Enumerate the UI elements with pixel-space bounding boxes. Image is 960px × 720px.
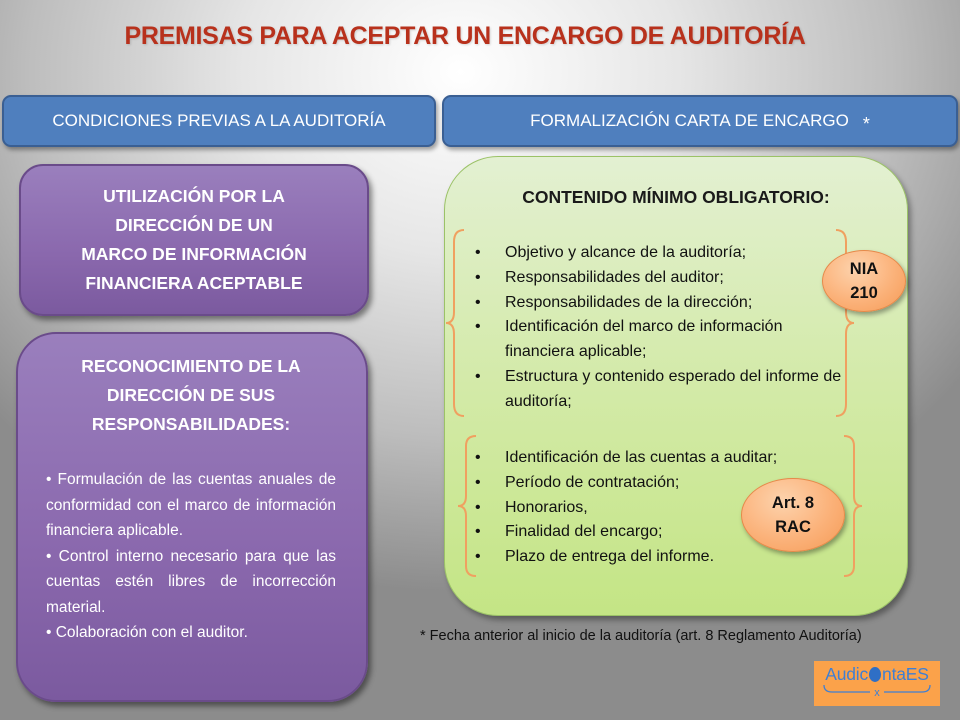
bullet-icon: • xyxy=(475,449,481,466)
list-item-text: Plazo de entrega del informe. xyxy=(505,548,715,566)
box2-heading-line: RESPONSABILIDADES: xyxy=(91,414,291,434)
bullet-icon: • xyxy=(475,318,481,336)
bullet-icon: • xyxy=(475,244,481,261)
list-item-text: Responsabilidades de la dirección; xyxy=(505,293,753,311)
list-item-text: Período de contratación; xyxy=(505,473,680,491)
asterisk-marker: * xyxy=(862,113,870,134)
box-reconocimiento-responsabilidades xyxy=(16,332,368,702)
box1-line: UTILIZACIÓN POR LA xyxy=(103,186,285,206)
logo-sub: x xyxy=(874,687,880,697)
bullet-icon: • xyxy=(475,523,481,541)
left-brace-icon xyxy=(444,228,468,418)
badge-line: Art. 8 xyxy=(771,494,815,512)
logo-text-end: ntaES xyxy=(882,664,929,684)
bullet-icon: • xyxy=(475,367,481,385)
box1-line: DIRECCIÓN DE UN xyxy=(115,215,273,235)
list-item-text: Identificación del marco de información financiera aplicable; xyxy=(505,318,783,361)
badge-line: 210 xyxy=(850,284,878,302)
badge-art-8-rac xyxy=(741,478,845,552)
header-condiciones-previas xyxy=(2,95,436,147)
bullet-icon: • xyxy=(475,548,481,566)
bullet-icon: • xyxy=(475,498,481,516)
list-item-text: Responsabilidades del auditor; xyxy=(505,268,724,286)
box2-heading xyxy=(46,352,336,439)
list-item xyxy=(475,315,855,365)
badge-line: RAC xyxy=(775,518,811,536)
box2-item: • Control interno necesario para que las cuentas estén libres de incorrección material. xyxy=(46,547,336,616)
list-item xyxy=(475,291,855,316)
list-item-text: Finalidad del encargo; xyxy=(505,523,663,541)
footnote: * Fecha anterior al inicio de la auditoría (art. 8 Reglamento Auditoría) xyxy=(420,628,862,644)
header-formalizacion-label: FORMALIZACIÓN CARTA DE ENCARGO xyxy=(530,111,849,130)
list-item-text: Honorarios, xyxy=(505,498,588,516)
bullet-icon: • xyxy=(475,473,481,491)
header-condiciones-label: CONDICIONES PREVIAS A LA AUDITORÍA xyxy=(52,111,386,130)
box2-item: • Formulación de las cuentas anuales de conformidad con el marco de información financiera aplicable. xyxy=(46,471,336,539)
logo-underline-brace-icon xyxy=(822,683,932,697)
list-item-text: Estructura y contenido esperado del informe de auditoría; xyxy=(505,367,842,410)
header-formalizacion-carta xyxy=(442,95,958,147)
list-item-text: Identificación de las cuentas a auditar; xyxy=(505,449,778,466)
contenido-heading: CONTENIDO MÍNIMO OBLIGATORIO: xyxy=(522,187,830,207)
list-item xyxy=(475,241,855,266)
list-item xyxy=(475,365,855,415)
list-nia-210 xyxy=(475,241,855,415)
page-title: PREMISAS PARA ACEPTAR UN ENCARGO DE AUDITORÍA xyxy=(124,22,806,50)
audicontaes-logo xyxy=(814,661,940,706)
badge-line: NIA xyxy=(849,260,879,278)
logo-o-circle-icon xyxy=(869,667,881,682)
box1-line: FINANCIERA ACEPTABLE xyxy=(85,273,303,293)
box2-heading-line: RECONOCIMIENTO DE LA xyxy=(81,356,301,376)
badge-nia-210 xyxy=(822,250,906,312)
list-item xyxy=(475,266,855,291)
box2-heading-line: DIRECCIÓN DE SUS xyxy=(106,385,276,405)
logo-text-start: Audic xyxy=(825,664,869,684)
logo-text xyxy=(814,664,940,685)
list-item-text: Objetivo y alcance de la auditoría; xyxy=(505,244,747,261)
left-brace-icon xyxy=(456,434,480,578)
box2-list xyxy=(46,467,336,646)
box1-line: MARCO DE INFORMACIÓN xyxy=(81,244,307,264)
bullet-icon: • xyxy=(475,293,481,311)
list-item xyxy=(475,446,855,471)
bullet-icon: • xyxy=(475,268,481,286)
box-marco-informacion xyxy=(19,164,369,316)
box2-item: • Colaboración con el auditor. xyxy=(46,624,248,641)
